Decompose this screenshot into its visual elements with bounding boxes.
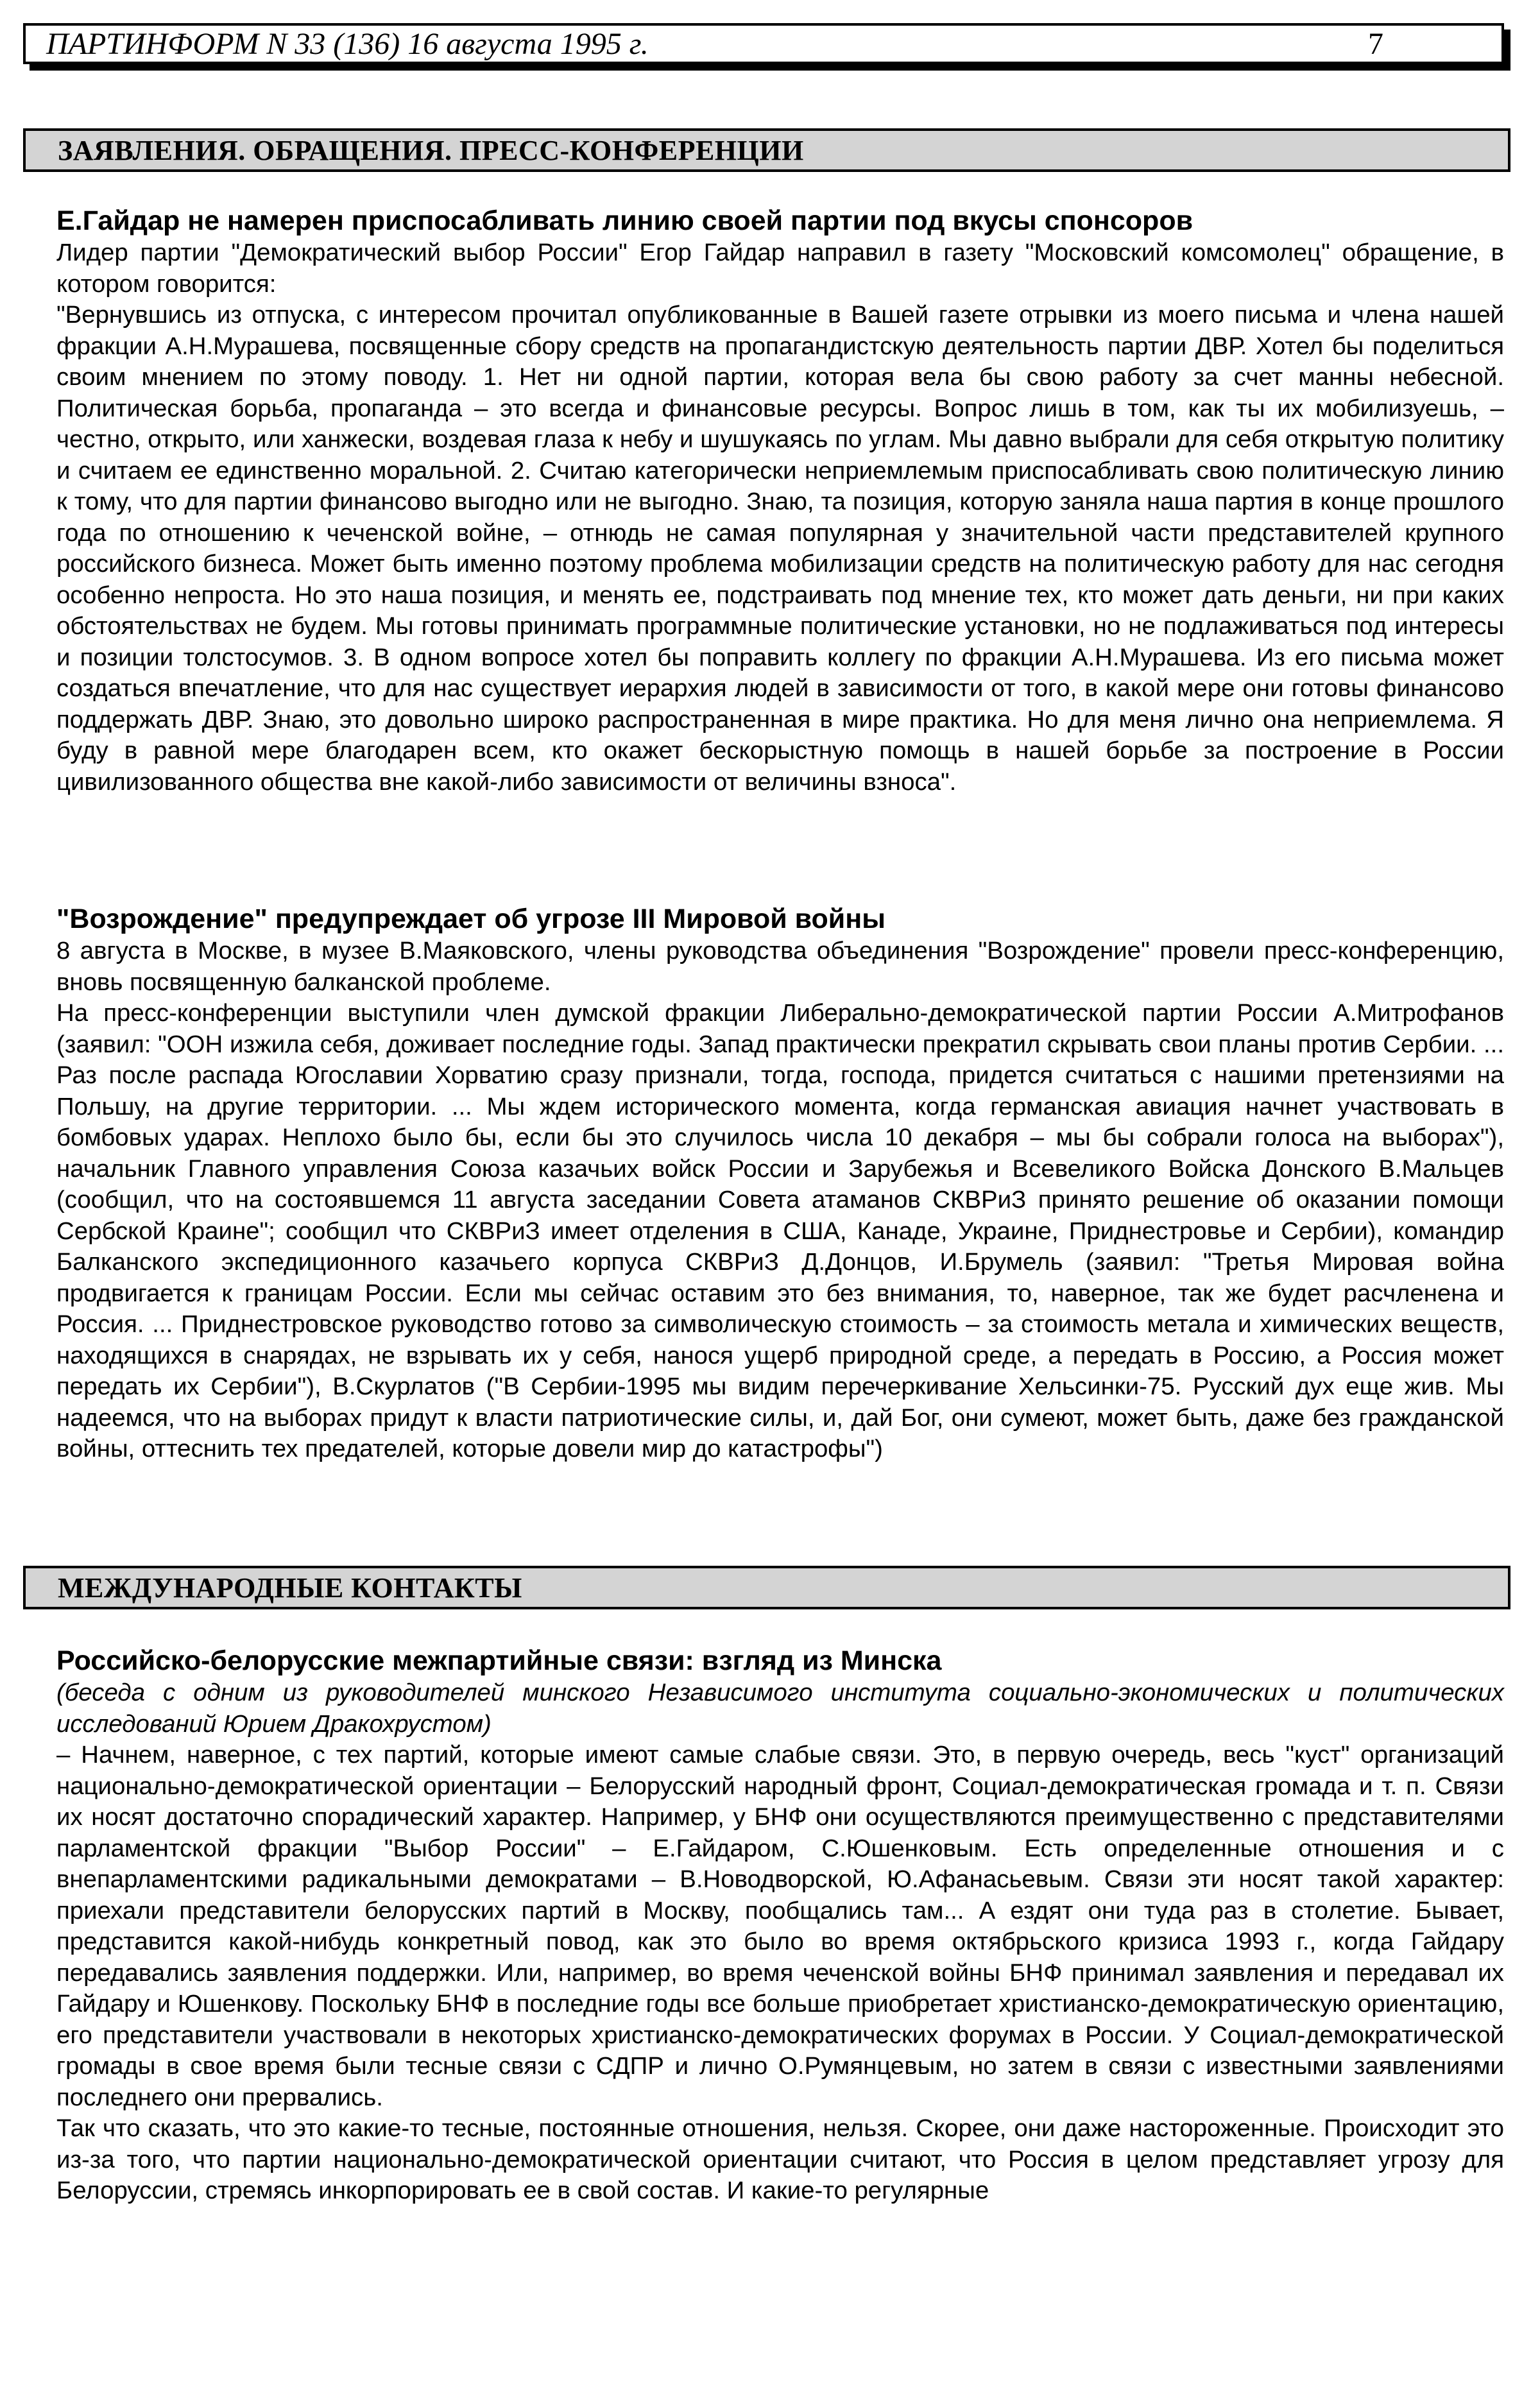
- section-banner-label: ЗАЯВЛЕНИЯ. ОБРАЩЕНИЯ. ПРЕСС-КОНФЕРЕНЦИИ: [58, 134, 804, 166]
- article-subtitle: (беседа с одним из руководителей минского Независимого института социально-экономических и политических исследований Юрием Дракохрустом): [56, 1679, 1504, 1738]
- article-paragraph: "Вернувшись из отпуска, с интересом прочитал опубликованные в Вашей газете отрывки из моего письма и члена нашей фракции А.Н.Мурашева, посвященные сбору средств на пропагандистскую деятельность партии ДВР. Хотел бы поделиться своим мнением по этому поводу. 1. Нет ни одной партии, которая вела бы свою работу за счет манны небесной. Политическая борьба, пропаганда – это всегда и финансовые ресурсы. Вопрос лишь в том, как ты их мобилизуешь, – честно, открыто, или ханжески, воздевая глаза к небу и шушукаясь по углам. Мы давно выбрали для себя открытую политику и считаем ее единственно моральной. 2. Считаю категорически неприемлемым приспосабливать свою политическую линию к тому, что для партии финансово выгодно или не выгодно. Знаю, та позиция, которую заняла наша партия в конце прошлого года по отношению к чеченской войне, – отнюдь не самая популярная у значительной части представителей крупного российского бизнеса. Может быть именно поэтому проблема мобилизации средств на политическую работу для нас сегодня особенно непроста. Но это наша позиция, и менять ее, подстраивать под мнение тех, кто может дать деньги, ни при каких обстоятельствах не будем. Мы готовы принимать программные политические установки, но не подлаживаться под интересы и позиции толстосумов. 3. В одном вопросе хотел бы поправить коллегу по фракции А.Н.Мурашева. Из его письма может создаться впечатление, что для нас существует иерархия людей в зависимости от того, в какой мере они готовы финансово поддержать ДВР. Знаю, это довольно широко распространенная в мире практика. Но для меня лично она неприемлема. Я буду в равной мере благодарен всем, кто окажет бескорыстную помощь в нашей борьбе за построение в России цивилизованного общества вне какой-либо зависимости от величины взноса".: [56, 301, 1504, 796]
- article-paragraph: Лидер партии "Демократический выбор России" Егор Гайдар направил в газету "Московский комсомолец" обращение, в котором говорится:: [56, 239, 1504, 298]
- article-paragraph: – Начнем, наверное, с тех партий, которые имеют самые слабые связи. Это, в первую очередь, весь "куст" организаций национально-демократической ориентации – Белорусский народный фронт, Социал-демократическая громада и т. п. Связи их носят достаточно спорадический характер. Например, у БНФ они осуществляются преимущественно с представителями парламентской фракции "Выбор России" – Е.Гайдаром, С.Юшенковым. Есть определенные отношения и с внепарламентскими радикальными демократами – В.Новодворской, Ю.Афанасьевым. Связи эти носят такой характер: приехали представители белорусских партий в Москву, пообщались там... А ездят они туда раз в столетие. Бывает, представится какой-нибудь конкретный повод, как это было во время октябрьского кризиса 1993 г., когда Гайдару передавались заявления поддержки. Или, например, во время чеченской войны БНФ принимал заявления и передавал их Гайдару и Юшенкову. Поскольку БНФ в последние годы все больше приобретает христианско-демократическую ориентацию, его представители участвовали в некоторых христианско-демократических форумах в России. У Социал-демократической громады в свое время были тесные связи с СДПР и лично О.Румянцевым, но затем в связи с известными заявлениями последнего они прервались.: [56, 1741, 1504, 2111]
- article-paragraph: На пресс-конференции выступили член думской фракции Либерально-демократической партии России А.Митрофанов (заявил: "ООН изжила себя, доживает последние годы. Запад практически прекратил скрывать свои планы против Сербии. ... Раз после распада Югославии Хорватию сразу признали, тогда, господа, придется считаться с нашими претензиями на Польшу, на другие территории. ... Мы ждем исторического момента, когда германская авиация начнет участвовать в бомбовых ударах. Неплохо было бы, если бы это случилось числа 10 декабря – мы бы собрали голоса на выборах"), начальник Главного управления Союза казачьих войск России и Зарубежья и Всевеликого Войска Донского В.Мальцев (сообщил, что на состоявшемся 11 августа заседании Совета атаманов СКВРиЗ принято решение об оказании помощи Сербской Краине"; сообщил что СКВРиЗ имеет отделения в США, Канаде, Украине, Приднестровье и Сербии), командир Балканского экспедиционного казачьего корпуса СКВРиЗ Д.Донцов, И.Брумель (заявил: "Третья Мировая война продвигается к границам России. Если мы сейчас оставим это без внимания, то, наверное, так же будет расчленена и Россия. ... Приднестровское руководство готово за символическую стоимость – за стоимость метала и химических веществ, находящихся в снарядах, не взрывать их у себя, нанося ущерб природной среде, а передать в Россию, а Россия может передать их Сербии"), В.Скурлатов ("В Сербии-1995 мы видим перечеркивание Хельсинки-75. Русский дух еще жив. Мы надеемся, что на выборах придут к власти патриотические силы, и, дай Бог, они сумеют, может быть, даже без гражданской войны, оттеснить тех предателей, которые довели мир до катастрофы"): [56, 999, 1504, 1462]
- section-banner-statements: [23, 128, 1510, 172]
- article-vozrozhdenie: [56, 902, 1504, 1465]
- article-title: "Возрождение" предупреждает об угрозе III Мировой войны: [56, 904, 886, 934]
- running-header: [23, 23, 1504, 64]
- article-title: Российско-белорусские межпартийные связи: взгляд из Минска: [56, 1645, 942, 1676]
- article-paragraph: Так что сказать, что это какие-то тесные, постоянные отношения, нельзя. Скорее, они даже настороженные. Происходит это из-за того, что партии национально-демократической ориентации считают, что Россия в целом представляет угрозу для Белоруссии, стремясь инкорпорировать ее в свой состав. И какие-то регулярные: [56, 2114, 1504, 2204]
- article-russia-belarus: [56, 1644, 1504, 2207]
- section-banner-label: МЕЖДУНАРОДНЫЕ КОНТАКТЫ: [58, 1572, 522, 1604]
- page-number: 7: [1368, 26, 1383, 61]
- article-gaidar: [56, 204, 1504, 798]
- article-paragraph: 8 августа в Москве, в музее В.Маяковского, члены руководства объединения "Возрождение" провели пресс-конференцию, вновь посвященную балканской проблеме.: [56, 937, 1504, 996]
- article-title: Е.Гайдар не намерен приспосабливать линию своей партии под вкусы спонсоров: [56, 205, 1194, 236]
- publication-line: ПАРТИНФОРМ N 33 (136) 16 августа 1995 г.: [46, 26, 649, 61]
- section-banner-international: [23, 1566, 1510, 1609]
